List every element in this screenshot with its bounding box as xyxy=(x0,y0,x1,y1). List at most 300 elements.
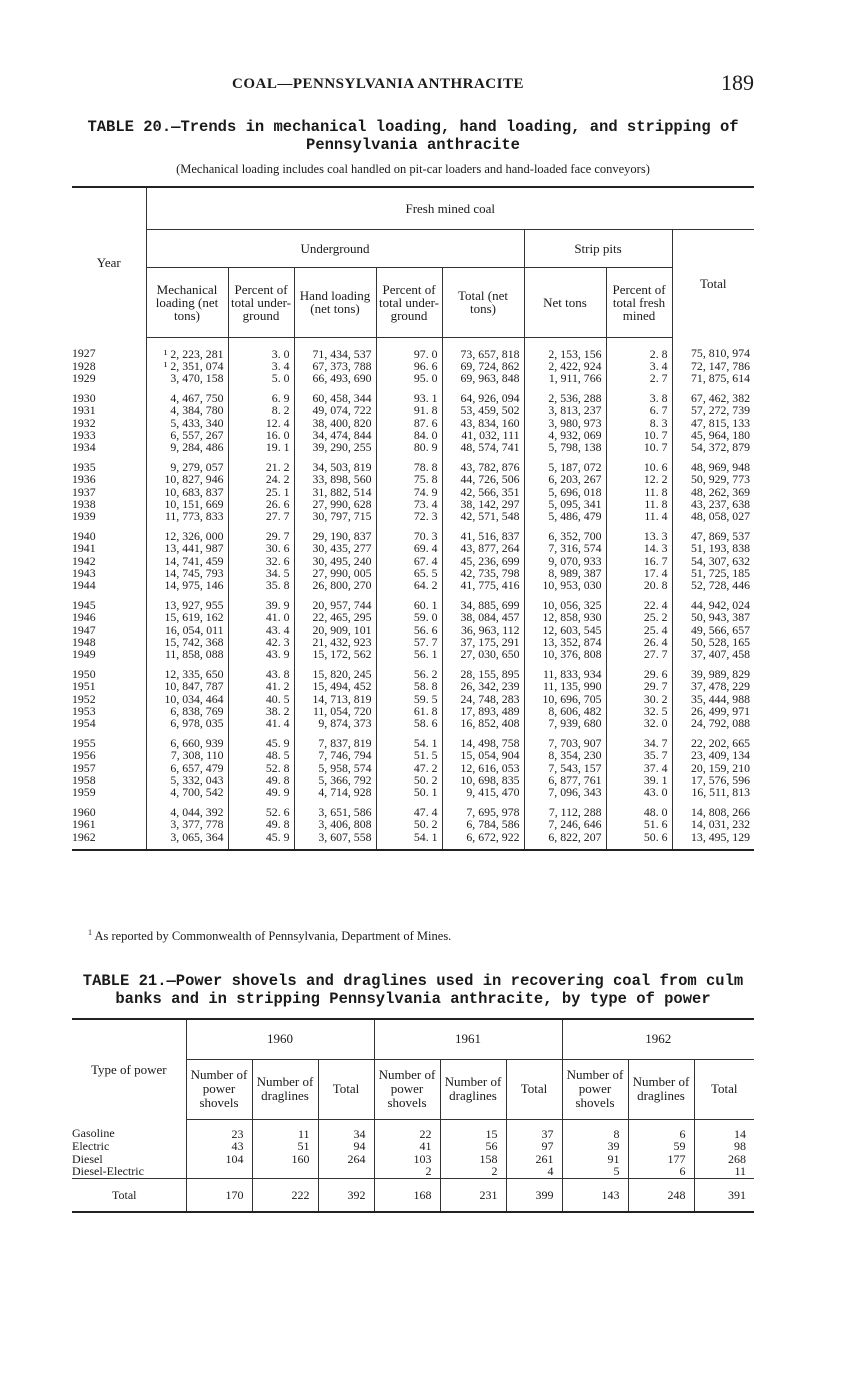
data-cell: 58. 8 xyxy=(376,680,442,692)
table-row xyxy=(72,624,754,636)
year-cell: 1945 xyxy=(72,598,96,613)
page-number: 189 xyxy=(721,70,754,95)
data-cell: 5. 0 xyxy=(228,372,294,384)
data-cell: 13, 352, 874 xyxy=(524,636,606,648)
data-cell: 95. 0 xyxy=(376,372,442,384)
header-total-1960: Total xyxy=(318,1059,374,1119)
data-cell: 6, 672, 922 xyxy=(442,831,524,850)
data-cell: 27. 7 xyxy=(228,510,294,522)
count-cell: 14 xyxy=(694,1119,754,1140)
data-cell: 14, 713, 819 xyxy=(294,693,376,705)
data-cell: 29. 7 xyxy=(228,522,294,542)
data-cell: 64. 2 xyxy=(376,579,442,591)
header-year-1961: 1961 xyxy=(374,1019,562,1059)
count-cell: 51 xyxy=(252,1140,318,1153)
data-cell: 11, 773, 833 xyxy=(146,510,228,522)
data-cell: 13, 495, 129 xyxy=(672,831,754,850)
data-cell: 70. 3 xyxy=(376,522,442,542)
data-cell: 10. 7 xyxy=(606,429,672,441)
year-cell: 1935 xyxy=(72,460,96,475)
data-cell: 48, 574, 741 xyxy=(442,441,524,453)
count-cell: 11 xyxy=(694,1165,754,1178)
footnote-mark: 1 xyxy=(88,928,92,937)
data-cell: 7, 837, 819 xyxy=(294,729,376,749)
data-cell: 3. 4 xyxy=(606,360,672,372)
data-cell: 69, 724, 862 xyxy=(442,360,524,372)
year-cell: 1961 xyxy=(72,817,96,832)
data-cell: 10, 683, 837 xyxy=(146,486,228,498)
data-cell: 35. 7 xyxy=(606,749,672,761)
data-cell: 16, 054, 011 xyxy=(146,624,228,636)
data-cell: 50, 929, 773 xyxy=(672,473,754,485)
total-cell: 248 xyxy=(628,1178,694,1212)
data-cell: 13, 927, 955 xyxy=(146,591,228,611)
data-cell: 8. 3 xyxy=(606,417,672,429)
table-row xyxy=(72,798,754,818)
data-cell: 25. 2 xyxy=(606,611,672,623)
data-cell: 87. 6 xyxy=(376,417,442,429)
data-cell: 8, 354, 230 xyxy=(524,749,606,761)
data-cell: 30, 435, 277 xyxy=(294,542,376,554)
data-cell: 38, 142, 297 xyxy=(442,498,524,510)
data-cell: 80. 9 xyxy=(376,441,442,453)
count-cell: 5 xyxy=(562,1165,628,1178)
data-cell: 65. 5 xyxy=(376,567,442,579)
data-cell: 6, 657, 479 xyxy=(146,762,228,774)
power-type-cell: Diesel xyxy=(72,1151,103,1166)
data-cell: 47. 2 xyxy=(376,762,442,774)
header-shovels-1960: Number of power shovels xyxy=(186,1059,252,1119)
data-cell: 2. 7 xyxy=(606,372,672,384)
data-cell: 9, 874, 373 xyxy=(294,717,376,729)
data-cell: 52, 728, 446 xyxy=(672,579,754,591)
table-20-body xyxy=(72,337,754,850)
count-cell: 59 xyxy=(628,1140,694,1153)
data-cell: 43, 834, 160 xyxy=(442,417,524,429)
header-strip-pits: Strip pits xyxy=(524,229,672,267)
power-type-cell: Gasoline xyxy=(72,1126,115,1141)
data-cell: 53, 459, 502 xyxy=(442,404,524,416)
count-cell: 22 xyxy=(374,1119,440,1140)
data-cell: 17, 576, 596 xyxy=(672,774,754,786)
data-cell: 34, 503, 819 xyxy=(294,453,376,473)
header-draglines-1961: Number of draglines xyxy=(440,1059,506,1119)
data-cell: 26, 342, 239 xyxy=(442,680,524,692)
year-cell: 1936 xyxy=(72,472,96,487)
data-cell: 32. 0 xyxy=(606,717,672,729)
data-cell: 47, 815, 133 xyxy=(672,417,754,429)
data-cell: 21, 432, 923 xyxy=(294,636,376,648)
data-cell: 75, 810, 974 xyxy=(672,337,754,360)
data-cell: 13, 441, 987 xyxy=(146,542,228,554)
data-cell: 2, 536, 288 xyxy=(524,384,606,404)
count-cell: 104 xyxy=(186,1153,252,1166)
data-cell: 41. 2 xyxy=(228,680,294,692)
total-cell: 222 xyxy=(252,1178,318,1212)
data-cell: 50. 6 xyxy=(606,831,672,850)
data-cell: 14. 3 xyxy=(606,542,672,554)
data-cell: 69, 963, 848 xyxy=(442,372,524,384)
data-cell: 6, 838, 769 xyxy=(146,705,228,717)
data-cell: 14, 975, 146 xyxy=(146,579,228,591)
year-cell: 1944 xyxy=(72,577,96,592)
table-row xyxy=(72,749,754,761)
data-cell: 2, 153, 156 xyxy=(524,337,606,360)
data-cell: 43. 4 xyxy=(228,624,294,636)
year-cell: 1927 xyxy=(72,346,96,361)
table-21-body xyxy=(72,1119,754,1212)
data-cell: ¹ 2, 351, 074 xyxy=(146,360,228,372)
data-cell: 7, 096, 343 xyxy=(524,786,606,798)
data-cell: 32. 5 xyxy=(606,705,672,717)
table-20-caption-line2: Pennsylvania anthracite xyxy=(306,136,520,154)
data-cell: 4, 044, 392 xyxy=(146,798,228,818)
data-cell: 49. 8 xyxy=(228,818,294,830)
header-year-1960: 1960 xyxy=(186,1019,374,1059)
data-cell: 37, 175, 291 xyxy=(442,636,524,648)
table-21-caption xyxy=(72,972,754,1008)
running-head xyxy=(72,70,754,100)
data-cell: 58. 6 xyxy=(376,717,442,729)
count-cell: 43 xyxy=(186,1140,252,1153)
table-row xyxy=(72,1140,754,1153)
year-cell: 1938 xyxy=(72,496,96,511)
data-cell: 71, 875, 614 xyxy=(672,372,754,384)
data-cell: 7, 695, 978 xyxy=(442,798,524,818)
data-cell: 49, 566, 657 xyxy=(672,624,754,636)
data-cell: 10. 6 xyxy=(606,453,672,473)
year-cell: 1930 xyxy=(72,391,96,406)
data-cell: 50, 528, 165 xyxy=(672,636,754,648)
total-row xyxy=(72,1178,754,1212)
data-cell: 50. 2 xyxy=(376,774,442,786)
data-cell: 3, 377, 778 xyxy=(146,818,228,830)
data-cell: 27, 030, 650 xyxy=(442,648,524,660)
total-label: Total xyxy=(72,1178,186,1212)
header-pct-under-mech: Percent of total under-ground xyxy=(228,267,294,337)
year-cell: 1937 xyxy=(72,484,96,499)
count-cell: 91 xyxy=(562,1153,628,1166)
data-cell: 24, 748, 283 xyxy=(442,693,524,705)
data-cell: 15, 172, 562 xyxy=(294,648,376,660)
table-row xyxy=(72,786,754,798)
data-cell: 41, 775, 416 xyxy=(442,579,524,591)
data-cell: 16, 852, 408 xyxy=(442,717,524,729)
year-cell: 1943 xyxy=(72,565,96,580)
count-cell: 8 xyxy=(562,1119,628,1140)
header-pct-under-hand: Percent of total under-ground xyxy=(376,267,442,337)
data-cell: 11. 4 xyxy=(606,510,672,522)
data-cell: 26, 800, 270 xyxy=(294,579,376,591)
data-cell: 15, 494, 452 xyxy=(294,680,376,692)
data-cell: 19. 1 xyxy=(228,441,294,453)
year-cell: 1958 xyxy=(72,772,96,787)
year-cell: 1939 xyxy=(72,508,96,523)
data-cell: 10. 7 xyxy=(606,441,672,453)
count-cell: 94 xyxy=(318,1140,374,1153)
header-net-tons: Net tons xyxy=(524,267,606,337)
data-cell: 6, 557, 267 xyxy=(146,429,228,441)
data-cell: 5, 958, 574 xyxy=(294,762,376,774)
data-cell: 2. 8 xyxy=(606,337,672,360)
data-cell: 57, 272, 739 xyxy=(672,404,754,416)
data-cell: 38, 084, 457 xyxy=(442,611,524,623)
data-cell: 30, 495, 240 xyxy=(294,555,376,567)
count-cell: 37 xyxy=(506,1119,562,1140)
data-cell: 7, 308, 110 xyxy=(146,749,228,761)
data-cell: 10, 953, 030 xyxy=(524,579,606,591)
data-cell: 27, 990, 628 xyxy=(294,498,376,510)
table-row xyxy=(72,648,754,660)
data-cell: 56. 6 xyxy=(376,624,442,636)
data-cell: 14, 808, 266 xyxy=(672,798,754,818)
data-cell: 21. 2 xyxy=(228,453,294,473)
year-cell: 1952 xyxy=(72,691,96,706)
data-cell: 38, 400, 820 xyxy=(294,417,376,429)
data-cell: 2, 422, 924 xyxy=(524,360,606,372)
data-cell: 97. 0 xyxy=(376,337,442,360)
data-cell: 5, 433, 340 xyxy=(146,417,228,429)
header-draglines-1960: Number of draglines xyxy=(252,1059,318,1119)
data-cell: 60. 1 xyxy=(376,591,442,611)
year-cell: 1951 xyxy=(72,679,96,694)
data-cell: 49. 9 xyxy=(228,786,294,798)
header-shovels-1962: Number of power shovels xyxy=(562,1059,628,1119)
data-cell: 48, 969, 948 xyxy=(672,453,754,473)
data-cell: 43. 9 xyxy=(228,648,294,660)
data-cell: 12. 4 xyxy=(228,417,294,429)
data-cell: 4, 467, 750 xyxy=(146,384,228,404)
data-cell: 20, 909, 101 xyxy=(294,624,376,636)
table-row xyxy=(72,417,754,429)
data-cell: 67, 462, 382 xyxy=(672,384,754,404)
data-cell: 91. 8 xyxy=(376,404,442,416)
data-cell: 9, 279, 057 xyxy=(146,453,228,473)
data-cell: 7, 703, 907 xyxy=(524,729,606,749)
count-cell: 6 xyxy=(628,1119,694,1140)
year-cell: 1941 xyxy=(72,541,96,556)
data-cell: 22. 4 xyxy=(606,591,672,611)
header-underground: Underground xyxy=(146,229,524,267)
data-cell: 44, 726, 506 xyxy=(442,473,524,485)
count-cell: 160 xyxy=(252,1153,318,1166)
data-cell: 1, 911, 766 xyxy=(524,372,606,384)
data-cell: 50, 943, 387 xyxy=(672,611,754,623)
data-cell: 12, 335, 650 xyxy=(146,660,228,680)
footnote xyxy=(88,928,451,944)
count-cell: 23 xyxy=(186,1119,252,1140)
data-cell: 48. 5 xyxy=(228,749,294,761)
data-cell: 72. 3 xyxy=(376,510,442,522)
data-cell: ¹ 2, 223, 281 xyxy=(146,337,228,360)
data-cell: 50. 1 xyxy=(376,786,442,798)
data-cell: 10, 376, 808 xyxy=(524,648,606,660)
data-cell: 51, 193, 838 xyxy=(672,542,754,554)
table-row xyxy=(72,441,754,453)
year-cell: 1957 xyxy=(72,760,96,775)
data-cell: 42. 3 xyxy=(228,636,294,648)
data-cell: 10, 698, 835 xyxy=(442,774,524,786)
table-row xyxy=(72,680,754,692)
power-type-cell: Diesel-Electric xyxy=(72,1164,144,1178)
data-cell: 7, 543, 157 xyxy=(524,762,606,774)
data-cell: 32. 6 xyxy=(228,555,294,567)
data-cell: 54. 1 xyxy=(376,729,442,749)
data-cell: 52. 8 xyxy=(228,762,294,774)
data-cell: 3. 8 xyxy=(606,384,672,404)
data-cell: 29, 190, 837 xyxy=(294,522,376,542)
data-cell: 5, 187, 072 xyxy=(524,453,606,473)
data-cell: 3, 980, 973 xyxy=(524,417,606,429)
data-cell: 47, 869, 537 xyxy=(672,522,754,542)
data-cell: 11, 135, 990 xyxy=(524,680,606,692)
data-cell: 3, 651, 586 xyxy=(294,798,376,818)
footnote-text: As reported by Commonwealth of Pennsylvania, Department of Mines. xyxy=(94,929,452,944)
table-21-caption-line2: banks and in stripping Pennsylvania anthracite, by type of power xyxy=(115,990,711,1008)
table-row xyxy=(72,1153,754,1166)
year-cell: 1962 xyxy=(72,831,146,850)
data-cell: 9, 284, 486 xyxy=(146,441,228,453)
data-cell: 54. 1 xyxy=(376,831,442,850)
data-cell: 7, 112, 288 xyxy=(524,798,606,818)
table-row xyxy=(72,762,754,774)
year-cell: 1933 xyxy=(72,427,96,442)
year-cell: 1929 xyxy=(72,370,96,385)
year-cell: 1959 xyxy=(72,785,96,799)
data-cell: 47. 4 xyxy=(376,798,442,818)
data-cell: 31, 882, 514 xyxy=(294,486,376,498)
data-cell: 14, 498, 758 xyxy=(442,729,524,749)
header-fresh-mined: Fresh mined coal xyxy=(146,187,754,229)
data-cell: 10, 696, 705 xyxy=(524,693,606,705)
data-cell: 16. 7 xyxy=(606,555,672,567)
table-row xyxy=(72,510,754,522)
year-cell: 1932 xyxy=(72,415,96,430)
count-cell: 2 xyxy=(374,1165,440,1178)
data-cell: 42, 735, 798 xyxy=(442,567,524,579)
data-cell: 26, 499, 971 xyxy=(672,705,754,717)
data-cell: 51. 6 xyxy=(606,818,672,830)
data-cell: 26. 4 xyxy=(606,636,672,648)
count-cell: 264 xyxy=(318,1153,374,1166)
header-hand-loading: Hand loading (net tons) xyxy=(294,267,376,337)
data-cell: 5, 798, 138 xyxy=(524,441,606,453)
year-cell: 1948 xyxy=(72,634,96,649)
data-cell: 42, 566, 351 xyxy=(442,486,524,498)
header-year: Year xyxy=(72,187,146,337)
data-cell: 20, 957, 744 xyxy=(294,591,376,611)
year-cell: 1950 xyxy=(72,667,96,682)
data-cell: 66, 493, 690 xyxy=(294,372,376,384)
data-cell: 7, 316, 574 xyxy=(524,542,606,554)
total-cell: 231 xyxy=(440,1178,506,1212)
data-cell: 12, 858, 930 xyxy=(524,611,606,623)
table-row xyxy=(72,542,754,554)
header-pct-fresh: Percent of total fresh mined xyxy=(606,267,672,337)
table-row xyxy=(72,555,754,567)
data-cell: 57. 7 xyxy=(376,636,442,648)
data-cell: 67. 4 xyxy=(376,555,442,567)
data-cell: 69. 4 xyxy=(376,542,442,554)
data-cell: 54, 372, 879 xyxy=(672,441,754,453)
header-mech-loading: Mechanical loading (net tons) xyxy=(146,267,228,337)
data-cell: 15, 820, 245 xyxy=(294,660,376,680)
total-cell: 143 xyxy=(562,1178,628,1212)
table-row xyxy=(72,337,754,360)
table-row xyxy=(72,453,754,473)
count-cell: 261 xyxy=(506,1153,562,1166)
count-cell: 56 xyxy=(440,1140,506,1153)
table-row xyxy=(72,486,754,498)
data-cell: 64, 926, 094 xyxy=(442,384,524,404)
data-cell: 8. 2 xyxy=(228,404,294,416)
data-cell: 10, 827, 946 xyxy=(146,473,228,485)
table-20 xyxy=(72,186,754,851)
total-cell: 399 xyxy=(506,1178,562,1212)
data-cell: 48. 0 xyxy=(606,798,672,818)
data-cell: 43. 0 xyxy=(606,786,672,798)
year-cell: 1954 xyxy=(72,715,96,730)
data-cell: 11, 833, 934 xyxy=(524,660,606,680)
table-21-caption-line1: TABLE 21.—Power shovels and draglines used in recovering coal from culm xyxy=(82,972,744,990)
data-cell: 3. 4 xyxy=(228,360,294,372)
data-cell: 14, 031, 232 xyxy=(672,818,754,830)
year-cell: 1946 xyxy=(72,610,96,625)
data-cell: 24, 792, 088 xyxy=(672,717,754,729)
table-row xyxy=(72,693,754,705)
data-cell: 10, 151, 669 xyxy=(146,498,228,510)
count-cell xyxy=(186,1165,252,1178)
data-cell: 20, 159, 210 xyxy=(672,762,754,774)
data-cell: 4, 700, 542 xyxy=(146,786,228,798)
data-cell: 16, 511, 813 xyxy=(672,786,754,798)
table-20-subtitle: (Mechanical loading includes coal handled on pit-car loaders and hand-loaded face conveyors) xyxy=(176,162,650,176)
data-cell: 35, 444, 988 xyxy=(672,693,754,705)
data-cell: 6, 822, 207 xyxy=(524,831,606,850)
year-cell: 1947 xyxy=(72,622,96,637)
count-cell: 268 xyxy=(694,1153,754,1166)
year-cell: 1955 xyxy=(72,736,96,751)
table-row xyxy=(72,729,754,749)
data-cell: 38. 2 xyxy=(228,705,294,717)
data-cell: 41. 4 xyxy=(228,717,294,729)
data-cell: 40. 5 xyxy=(228,693,294,705)
data-cell: 3, 065, 364 xyxy=(146,831,228,850)
table-row xyxy=(72,1165,754,1178)
data-cell: 45, 964, 180 xyxy=(672,429,754,441)
data-cell: 45, 236, 699 xyxy=(442,555,524,567)
table-row xyxy=(72,384,754,404)
data-cell: 6, 203, 267 xyxy=(524,473,606,485)
data-cell: 49. 8 xyxy=(228,774,294,786)
header-total: Total xyxy=(672,229,754,337)
total-cell: 392 xyxy=(318,1178,374,1212)
data-cell: 12, 326, 000 xyxy=(146,522,228,542)
data-cell: 44, 942, 024 xyxy=(672,591,754,611)
data-cell: 28, 155, 895 xyxy=(442,660,524,680)
data-cell: 4, 384, 780 xyxy=(146,404,228,416)
data-cell: 3, 406, 808 xyxy=(294,818,376,830)
count-cell: 41 xyxy=(374,1140,440,1153)
total-cell: 170 xyxy=(186,1178,252,1212)
data-cell: 27, 990, 005 xyxy=(294,567,376,579)
data-cell: 10, 847, 787 xyxy=(146,680,228,692)
data-cell: 4, 932, 069 xyxy=(524,429,606,441)
table-row xyxy=(72,831,754,850)
data-cell: 59. 0 xyxy=(376,611,442,623)
year-cell: 1940 xyxy=(72,529,96,544)
data-cell: 5, 095, 341 xyxy=(524,498,606,510)
